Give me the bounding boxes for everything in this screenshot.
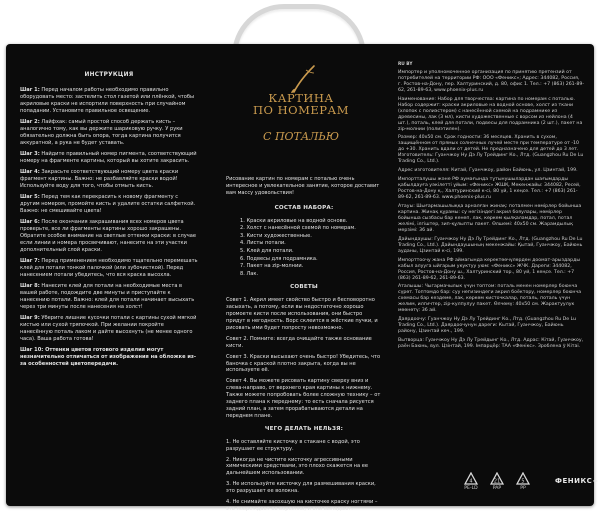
- instruction-steps: [20, 87, 198, 343]
- step-head: Шаг 1:: [20, 87, 40, 93]
- kit-item: 3. Кисти художественные.: [240, 232, 312, 239]
- dont-item: 1. Не оставляйте кисточку в стакане с водой, это разрушает ее структуру.: [226, 438, 360, 452]
- step-head: Шаг 7:: [20, 258, 40, 264]
- legal-paragraph: Вытворца: Гуанчжоу Ну Дэ Лу Трейдынг Ко., Лтд. Адрас: Кітай, Гуанчжоу, раён Баюнь, вул. Цзінтай, 199. Імпарцёр: ТАА «Фенікс». Зроблена ў Кітаі.: [398, 338, 584, 350]
- brush-icon: [284, 64, 318, 94]
- legal-paragraph: Размер: 40х50 см. Срок годности: 36 месяцев. Хранить в сухом, защищённом от прямых солнечных лучей месте при температуре от -10 до +30. Хранить вдали от детей. Не предназначено для детей до 3 лет. Изготовитель: Гуанчжоу Ну Дэ Лу Трейдинг Ко., Лтд. (Guangzhou Ru De Lu Trading Co., Ltd.).: [398, 135, 584, 165]
- region-codes: RU BY: [398, 62, 413, 67]
- tips-title: СОВЕТЫ: [290, 284, 318, 291]
- legal-paragraph: Импортер и уполномоченное организация по принятию претензий от потребителей на территории РФ: ООО «Феникс»; Адрес: 344082, Россия, г. Ростов-на-Дону, пер. Халтуринский, д. 80, офис 1. Тел.: +7 (863) 261-89-62, 261-89-63, www.phoenix-plus.ru: [398, 69, 585, 93]
- step-text: Лайфхак: самый простой способ держать кисть – аналогично тому, как вы держите шариковую ручку. У руки обязательно должна быть опора, тогда картина получится аккуратной, а рука не будет уставать.: [20, 119, 183, 146]
- dont-list: [226, 439, 382, 511]
- instruction-title: ИНСТРУКЦИЯ: [84, 72, 134, 78]
- intro-text: Рисование картин по номерам с поталью очень интересное и увлекательное занятие, которое доставит вам массу удовольствия!: [226, 176, 380, 196]
- instruction-column: [20, 72, 198, 372]
- dont-item: 3. Не используйте кисточку для размешивания краски, это разрушает ее волокна.: [226, 481, 376, 495]
- svg-text:4: 4: [469, 478, 473, 485]
- step-text: Найдите правильный номер пигмента, соответствующий номеру на фрагменте картины, который вы хотите закрасить.: [20, 151, 197, 164]
- pp-recycle-icon: [512, 472, 534, 491]
- step-head: Шаг 6:: [20, 219, 40, 225]
- instruction-step: [20, 119, 198, 147]
- kit-title: СОСТАВ НАБОРА:: [274, 204, 334, 211]
- legal-paragraph: Адрес изготовителя: Китай, Гуанчжоу, район Байюнь, ул. Цзинтай, 199.: [398, 168, 578, 174]
- step-head: Шаг 8:: [20, 283, 40, 289]
- legal-paragraph: Импорттоочу жана РФ аймагында керектөөчүлөрдөн доомат-арыздарды кабыл алууга ыйгарым укуктуу уюм: «Феникс» ЖЧК. Дареги: 344082, Россия, Ростов-на-Дону ш., Халтуринский тор., 80 үй, 1 кеңсе. Тел.: +7 (863) 261-89-62, 261-89-63.: [398, 257, 581, 281]
- tips-list: [226, 297, 382, 420]
- tip-item: Совет 4. Вы можете рисовать картину сверху вниз и слева-направо, от верхнего края картины к нижнему. Также можете попробовать более сложную технику – от заднего плана к переднему: то есть сначала рисуется задний план, а затем прорабатываются детали на переднем плане.: [226, 378, 381, 419]
- tip-item: Совет 1. Акрил имеет свойство быстро и бесповоротно засыхать, а потому, если вы недостаточно хорошо промоете кисти после использования, они быстро придут в негодность. Ворс склеится в жёсткие пучки, и рисовать ими будет попросту невозможно.: [226, 297, 378, 331]
- brand-title-line2: ПО НОМЕРАМ: [253, 103, 349, 117]
- step-head: Шаг 3:: [20, 151, 40, 157]
- instruction-step: [20, 315, 198, 343]
- tip-item: Совет 2. Помните: всегда очищайте также основание кисти.: [226, 335, 372, 349]
- tip-item: Совет 3. Краски высыхают очень быстро! Убедитесь, что баночка с краской плотно закрыта, когда вы не используете её.: [226, 353, 381, 374]
- pe-ld-label: PE-LD: [464, 486, 478, 491]
- step-head: Шаг 2:: [20, 119, 40, 125]
- kit-item: 7. Пакет на zip-молнии.: [240, 263, 304, 270]
- legal-paragraph: Наименование: Набор для творчества: картина по номерам с поталью. Набор содержит: краски акриловые на водной основе, холст из ткани (хлопок с полиэстером) с нанесённой схемой на подрамнике из древесины, лак (3 мл), кисти художественные с ворсом из нейлона (4 шт.), поталь, клей для потали, подвесы для подрамника (2 шт.), пакет на zip-молнии (полиэтилен).: [398, 96, 583, 132]
- kit-item: 1. Краски акриловые на водной основе.: [240, 217, 348, 224]
- instruction-step: [20, 169, 198, 190]
- step-text: Закрасьте соответствующий номеру цвета краски фрагмент картины. Важно: не разбавляйте краски водой! Используйте воду для того, чтобы отмыть кисть.: [20, 169, 179, 189]
- product-info-column: [226, 176, 382, 511]
- kit-list: [226, 218, 382, 279]
- dont-item: 2. Никогда не чистите кисточку агрессивными химическими средствами, это плохо скажется на ее дальнейшем использовании.: [226, 456, 369, 477]
- legal-paragraph: Дайындаушы: Гуанчжоу Ну Дэ Лу Трейдинг Ко., Лтд. (Guangzhou Ru De Lu Trading Co., Ltd.). Дайындаушының мекенжайы: Қытай, Гуанчжоу, Байюнь ауданы, Цзинтай к-сі, 199.: [398, 236, 583, 254]
- instruction-step: [20, 87, 198, 115]
- kit-item: 2. Холст с нанесённой схемой по номерам.: [240, 225, 356, 232]
- pap-label: PAP: [492, 486, 502, 491]
- legal-paragraphs: [398, 70, 584, 350]
- phoenix-logo: ФЕНИКС+: [555, 477, 599, 485]
- instruction-step: [20, 151, 198, 165]
- legal-paragraph: Аталышы: Чыгармачылык үчүн топтом: поталь менен номерлер боюнча сүрөт. Топтомдо бар: суу негизиндеги акрил боёктору, номерлер боюнча схемасы бар кездеме, лак, көркөм кисточкалар, поталь, поталь үчүн желим, илгичтер, zip-кулпулуу пакет. Өлчөмү: 40х50 см. Жарактуулук мөөнөтү: 36 ай.: [398, 284, 582, 314]
- brand-subtitle: С ПОТАЛЬЮ: [263, 130, 339, 143]
- legal-info-column: [398, 62, 584, 353]
- instruction-note: Шаг 10: Оттенки цветов готового изделия могут незначительно отличаться от изображения на обложке из-за особенностей цветопередачи.: [20, 347, 196, 367]
- brand-title-line1: КАРТИНА: [268, 91, 334, 105]
- kit-item: 4. Листы потали.: [240, 240, 286, 247]
- step-text: Перед тем как перекрасить к новому фрагменту с другим номером, промойте кисть и удалите остатки салфеткой. Важно: не смешивайте цвета!: [20, 194, 196, 214]
- instruction-step: [20, 219, 198, 254]
- step-text: Перед применением необходимо тщательно перемешать клей для потали тонкой палочкой (или зубочисткой). Перед нанесением потали убедитесь, что вся краска высохла.: [20, 258, 198, 278]
- kit-item: 6. Подвесы для подрамника.: [240, 255, 318, 262]
- step-text: После окончания закрашивания всех номеров цвета проверьте, все ли фрагменты картины хорошо закрашены. Обратите особое внимание на светлые оттенки краски: в случае если линии и номера просвечивают, нанесите на эти участки дополнительный слой краски.: [20, 219, 196, 253]
- step-head: Шаг 5:: [20, 194, 40, 200]
- instruction-step: [20, 194, 198, 215]
- pp-label: PP: [520, 486, 526, 491]
- legal-paragraph: Даярдоочу: Гуанчжоу Ну Дэ Лу Трейдинг Ко., Лтд. (Guangzhou Ru De Lu Trading Co., Ltd.). Даярдоочунун дареги: Кытай, Гуанчжоу, Байюнь району, Цзинтай көч., 199.: [398, 317, 577, 335]
- dont-item: 4. Не снимайте засохшую на кисточке краску ногтями – это повреждает ее ворсинки, и они выпадают.: [226, 499, 378, 511]
- legal-paragraph: Импортталушы және РФ аумағында тұтынушылардан шағымдарды қабылдауға уәкілетті ұйым: «Феникс» ЖШҚ. Мекенжайы: 344082, Ресей, Ростов-на-Дону қ., Халтуринский к-сі, 80 үй, 1 кеңсе. Тел.: +7 (863) 261-89-62, 261-89-63. www.phoenix-plus.ru: [398, 177, 581, 201]
- svg-text:5: 5: [521, 478, 525, 485]
- step-head: Шаг 4:: [20, 169, 40, 175]
- legal-paragraph: Атауы: Шығармашылыққа арналған жинақ: поталмен нөмірлер бойынша картина. Жинақ құрамы: су негізіндегі акрил бояулары, нөмірлер бойынша сызбасы бар кенеп, лак, көркем қылқаламдар, потал, потал желімі, ілгіштер, зип-құлыпты пакет. Өлшемі: 40х50 см. Жарамдылық мерзімі: 36 ай.: [398, 204, 582, 233]
- pe-ld-recycle-icon: [460, 472, 482, 491]
- step-text: Перед началом работы необходимо правильно оборудовать место: застелить стол газетой или плёнкой, чтобы акриловые краски не испортили поверхность при случайном попадании. Установите правильное освещение.: [20, 87, 195, 114]
- step-head: Шаг 9:: [20, 315, 40, 321]
- step-text: Уберите лишние кусочки потали с картины сухой мягкой кистью или сухой тряпочкой. При желании покройте нанесённую поталь лаком и дайте высохнуть (не менее одного часа). Ваша работа готова!: [20, 315, 197, 342]
- kit-item: 5. Клей для потали.: [240, 248, 294, 254]
- svg-text:21: 21: [493, 478, 501, 485]
- step-text: Нанесите клей для потали на необходимые места в вашей работе, подождите две минуты и приступайте к нанесению потали. Важно: клей для потали начинает высыхать через три минуты после нанесения на холст!: [20, 283, 195, 310]
- dont-title: ЧЕГО ДЕЛАТЬ НЕЛЬЗЯ:: [264, 425, 344, 432]
- instruction-step: [20, 283, 198, 311]
- kit-item: 8. Лак.: [240, 270, 259, 277]
- brand-title: [228, 92, 374, 116]
- instruction-step: [20, 258, 198, 279]
- pap-recycle-icon: [486, 472, 508, 491]
